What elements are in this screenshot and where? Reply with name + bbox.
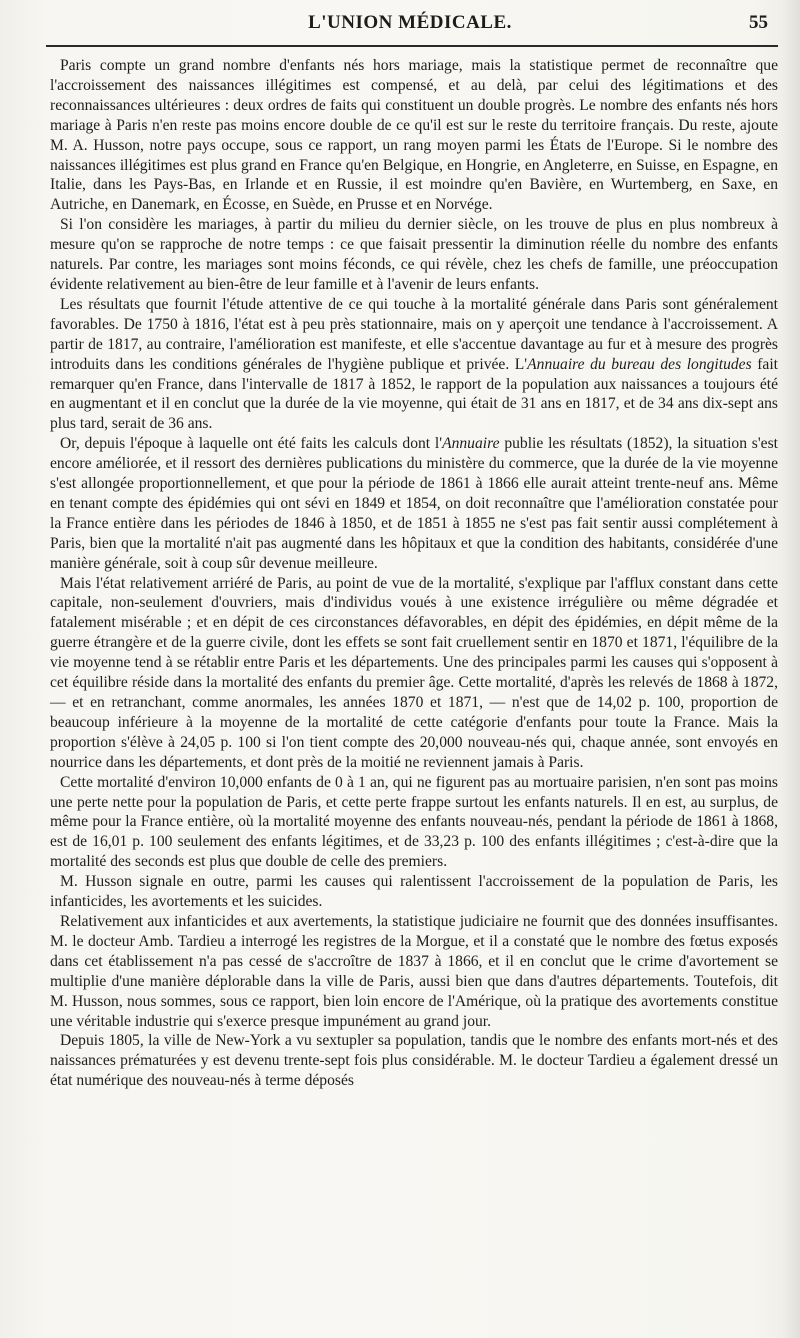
paragraph [50,295,778,434]
article-body [50,56,778,1091]
paragraph-text: fait remarquer qu'en France, dans l'intervalle de 1817 à 1852, le rapport de la population aux naissances a toujours été en augmentant et il en conclut que la durée de la vie moyenne, qui était de 31 ans en 1817, et de 34 ans dix-sept ans plus tard, serait de 36 ans. [50,355,778,433]
paragraph-text: Relativement aux infanticides et aux avertements, la statistique judiciaire ne fournit que des données insuffisantes. M. le docteur Amb. Tardieu a interrogé les registres de la Morgue, et il a constaté que le nombre des fœtus exposés dans cet établissement n'a pas cessé de s'accroître de 1837 à 1866, et il en conclut que le crime d'avortement se multiplie d'une manière déplorable dans la ville de Paris, aussi bien que dans d'autres départements. Toutefois, dit M. Husson, nous sommes, sous ce rapport, bien loin encore de l'Amérique, où la pratique des avortements constitue une véritable industrie qui s'exerce presque impunément au grand jour. [50,912,778,1030]
italic-title-text: Annuaire du bureau des longitudes [527,355,752,373]
running-title: L'UNION MÉDICALE. [308,12,512,33]
page-gutter-shadow [782,0,800,1338]
paragraph-text: Depuis 1805, la ville de New-York a vu sextupler sa population, tandis que le nombre des enfants mort-nés et des naissances prématurées y est devenu trente-sept fois plus considérable. M. le docteur Tardieu a également dressé un état numérique des nouveau-nés à terme déposés [50,1032,778,1090]
paragraph [50,215,778,295]
paragraph-text: Mais l'état relativement arriéré de Paris, au point de vue de la mortalité, s'explique par l'afflux constant dans cette capitale, non-seulement d'ouvriers, mais d'individus voués à une existence irrégulière ou même dégradée et fatalement misérable ; et en dépit de ces circonstances défavorables, en dépit des épidémies, en dépit même de la guerre étrangère et de la guerre civile, dont les effets se sont fait cruellement sentir en 1870 et 1871, l'équilibre de la vie moyenne tend à se rétablir entre Paris et les départements. Une des principales parmi les causes qui s'opposent à cet équilibre réside dans la mortalité des enfants du premier âge. Cette mortalité, d'après les relevés de 1868 à 1872, — et en retranchant, comme anormales, les années 1870 et 1871, — n'est que de 14,02 p. 100, proportion de beaucoup inférieure à la moyenne de la mortalité de cette catégorie d'enfants pour toute la France. Mais la proportion s'élève à 24,05 p. 100 si l'on tient compte des 20,000 nouveau-nés qui, chaque année, sont envoyés en nourrice dans les départements, et dont près de la moitié ne reviennent jamais à Paris. [50,574,778,771]
paragraph [50,773,778,873]
paragraph-text: Les résultats que fournit l'étude attentive de ce qui touche à la mortalité générale dans Paris sont généralement favorables. De 1750 à 1816, l'état est à peu près stationnaire, mais on y aperçoit une tendance à l'accroissement. A partir de 1817, au contraire, l'amélioration est manifeste, et elle s'accentue davantage au fur et à mesure des progrès introduits dans les conditions générales de l'hygiène publique et privée. L' [50,295,778,373]
paragraph-text: publie les résultats (1852), la situation s'est encore améliorée, et il ressort des dernières publications du ministère du commerce, que la durée de la vie moyenne s'est allongée proportionnellement, et que pour la période de 1861 à 1866 elle aurait atteint trente-neuf ans. Même en tenant compte des épidémies qui ont sévi en 1849 et 1854, on doit reconnaître que l'amélioration constatée pour la France entière dans les périodes de 1846 à 1850, et de 1851 à 1855 ne s'est pas fait sentir aussi complétement à Paris, bien que la mortalité n'ait pas augmenté dans les hôpitaux et que la condition des habitants, considérée d'une manière générale, soit à coup sûr devenue meilleure. [50,435,778,572]
page-number: 55 [749,12,768,33]
paragraph [50,574,778,773]
header-rule [46,45,778,47]
paragraph [50,56,778,215]
paragraph [50,912,778,1031]
paragraph-text: Or, depuis l'époque à laquelle ont été faits les calculs dont l' [60,435,443,453]
paragraph [50,872,778,912]
paragraph-text: Si l'on considère les mariages, à partir du milieu du dernier siècle, on les trouve de plus en plus nombreux à mesure qu'on se rapproche de notre temps : ce que faisait pressentir la diminution réelle du nombre des enfants naturels. Par contre, les mariages sont moins féconds, ce qui révèle, chez les chefs de famille, une préoccupation évidente relativement au bien-être de leur famille et à l'avenir de leurs enfants. [50,216,778,293]
page-header [46,12,774,42]
italic-title-text: Annuaire [442,435,500,453]
paragraph [50,1031,778,1091]
paragraph-text: Paris compte un grand nombre d'enfants nés hors mariage, mais la statistique permet de reconnaître que l'accroissement des naissances illégitimes est compensé, et au delà, par celui des légitimations et des reconnaissances ultérieures : deux ordres de faits qui constituent un double progrès. Le nombre des enfants nés hors mariage à Paris n'en reste pas moins encore double de ce qu'il est sur le reste du territoire français. Du reste, ajoute M. A. Husson, notre pays occupe, sous ce rapport, un rang moyen parmi les États de l'Europe. Si le nombre des naissances illégitimes est plus grand en France qu'en Belgique, en Hongrie, en Angleterre, en Suisse, en Espagne, en Italie, dans les Pays-Bas, en Irlande et en Russie, il est moindre qu'en Bavière, en Wurtemberg, en Saxe, en Autriche, en Danemark, en Écosse, en Suède, en Prusse et en Norvége. [50,57,778,214]
paragraph-text: M. Husson signale en outre, parmi les causes qui ralentissent l'accroissement de la population de Paris, les infanticides, les avortements et les suicides. [50,873,778,911]
paragraph [50,434,778,573]
paragraph-text: Cette mortalité d'environ 10,000 enfants de 0 à 1 an, qui ne figurent pas au mortuaire parisien, n'en sont pas moins une perte nette pour la population de Paris, et cette perte frappe surtout les enfants naturels. Il en est, au surplus, de même pour la France entière, où la mortalité moyenne des enfants nouveau-nés, pendant la période de 1861 à 1868, est de 16,01 p. 100 seulement des enfants légitimes, et de 33,23 p. 100 des enfants illégitimes ; c'est-à-dire que la mortalité des seconds est plus que double de celle des premiers. [50,773,778,871]
